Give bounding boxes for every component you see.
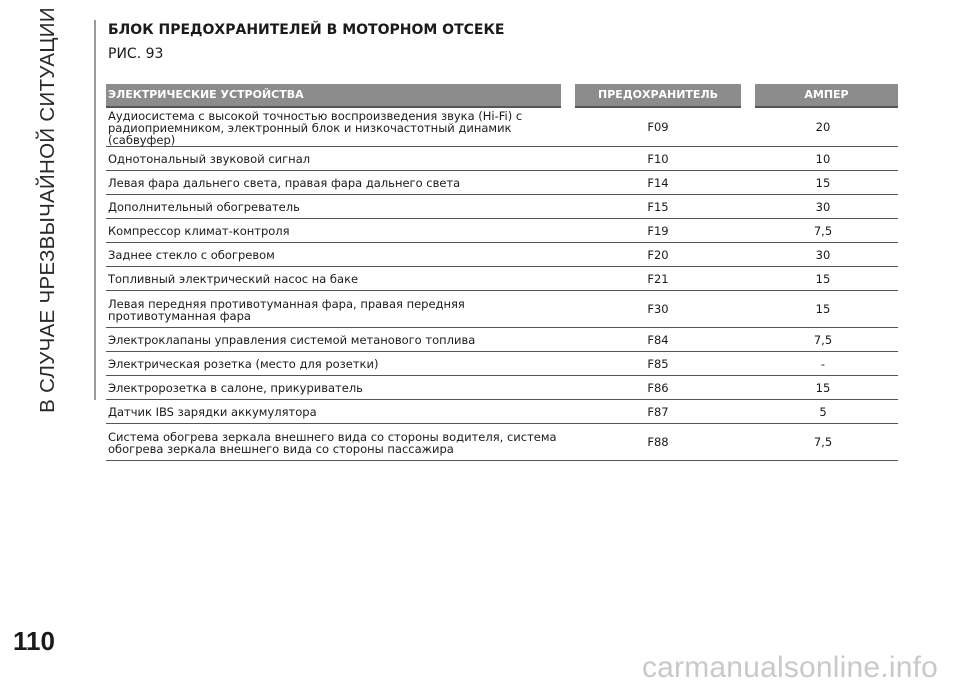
fuse-table bbox=[106, 84, 898, 461]
table-row bbox=[106, 107, 898, 147]
cell-device: Электрическая розетка (место для розетки) bbox=[106, 352, 568, 376]
table-row bbox=[106, 424, 898, 461]
cell-fuse: F21 bbox=[568, 267, 748, 291]
cell-fuse: F15 bbox=[568, 195, 748, 219]
table-row bbox=[106, 291, 898, 328]
cell-device: Система обогрева зеркала внешнего вида со стороны водителя, система обогрева зеркала внешнего вида со стороны пассажира bbox=[106, 424, 568, 461]
cell-device: Компрессор климат-контроля bbox=[106, 219, 568, 243]
cell-amp: 5 bbox=[748, 400, 898, 424]
cell-fuse: F87 bbox=[568, 400, 748, 424]
table-row bbox=[106, 352, 898, 376]
cell-amp: 7,5 bbox=[748, 219, 898, 243]
table-row bbox=[106, 400, 898, 424]
cell-device: Дополнительный обогреватель bbox=[106, 195, 568, 219]
cell-fuse: F19 bbox=[568, 219, 748, 243]
header-amp: АМПЕР bbox=[748, 84, 898, 107]
table-row bbox=[106, 376, 898, 400]
cell-amp: 30 bbox=[748, 195, 898, 219]
cell-device: Топливный электрический насос на баке bbox=[106, 267, 568, 291]
cell-amp: 7,5 bbox=[748, 328, 898, 352]
figure-reference: РИС. 93 bbox=[108, 46, 164, 62]
cell-device: Датчик IBS зарядки аккумулятора bbox=[106, 400, 568, 424]
table-row bbox=[106, 243, 898, 267]
header-devices: ЭЛЕКТРИЧЕСКИЕ УСТРОЙСТВА bbox=[106, 84, 568, 107]
side-divider bbox=[94, 20, 96, 400]
table-row bbox=[106, 219, 898, 243]
cell-amp: 15 bbox=[748, 171, 898, 195]
table-row bbox=[106, 195, 898, 219]
cell-device: Заднее стекло с обогревом bbox=[106, 243, 568, 267]
cell-device: Электророзетка в салоне, прикуриватель bbox=[106, 376, 568, 400]
cell-fuse: F84 bbox=[568, 328, 748, 352]
cell-fuse: F88 bbox=[568, 424, 748, 461]
cell-device: Однотональный звуковой сигнал bbox=[106, 147, 568, 171]
cell-amp: 7,5 bbox=[748, 424, 898, 461]
cell-fuse: F20 bbox=[568, 243, 748, 267]
cell-amp: 20 bbox=[748, 107, 898, 147]
chapter-side-title-text: В СЛУЧАЕ ЧРЕЗВЫЧАЙНОЙ СИТУАЦИИ bbox=[36, 7, 59, 413]
cell-amp: 15 bbox=[748, 267, 898, 291]
cell-fuse: F30 bbox=[568, 291, 748, 328]
cell-amp: 30 bbox=[748, 243, 898, 267]
cell-amp: 15 bbox=[748, 376, 898, 400]
watermark: carmanualsonline.info bbox=[641, 651, 938, 684]
cell-amp: 10 bbox=[748, 147, 898, 171]
table-row bbox=[106, 147, 898, 171]
cell-device: Левая передняя противотуманная фара, правая передняя противотуманная фара bbox=[106, 291, 568, 328]
cell-fuse: F85 bbox=[568, 352, 748, 376]
table-row bbox=[106, 267, 898, 291]
cell-fuse: F14 bbox=[568, 171, 748, 195]
cell-device: Аудиосистема с высокой точностью воспроизведения звука (Hi-Fi) с радиоприемником, электронный блок и низкочастотный динамик (сабвуфер) bbox=[106, 107, 568, 147]
table-row bbox=[106, 328, 898, 352]
header-fuse: ПРЕДОХРАНИТЕЛЬ bbox=[568, 84, 748, 107]
cell-amp: - bbox=[748, 352, 898, 376]
cell-device: Электроклапаны управления системой метанового топлива bbox=[106, 328, 568, 352]
table-row bbox=[106, 171, 898, 195]
cell-amp: 15 bbox=[748, 291, 898, 328]
cell-fuse: F86 bbox=[568, 376, 748, 400]
page-number: 110 bbox=[13, 626, 55, 656]
cell-fuse: F09 bbox=[568, 107, 748, 147]
cell-device: Левая фара дальнего света, правая фара дальнего света bbox=[106, 171, 568, 195]
section-title: БЛОК ПРЕДОХРАНИТЕЛЕЙ В МОТОРНОМ ОТСЕКЕ bbox=[108, 22, 505, 38]
cell-fuse: F10 bbox=[568, 147, 748, 171]
table-header-row bbox=[106, 84, 898, 107]
